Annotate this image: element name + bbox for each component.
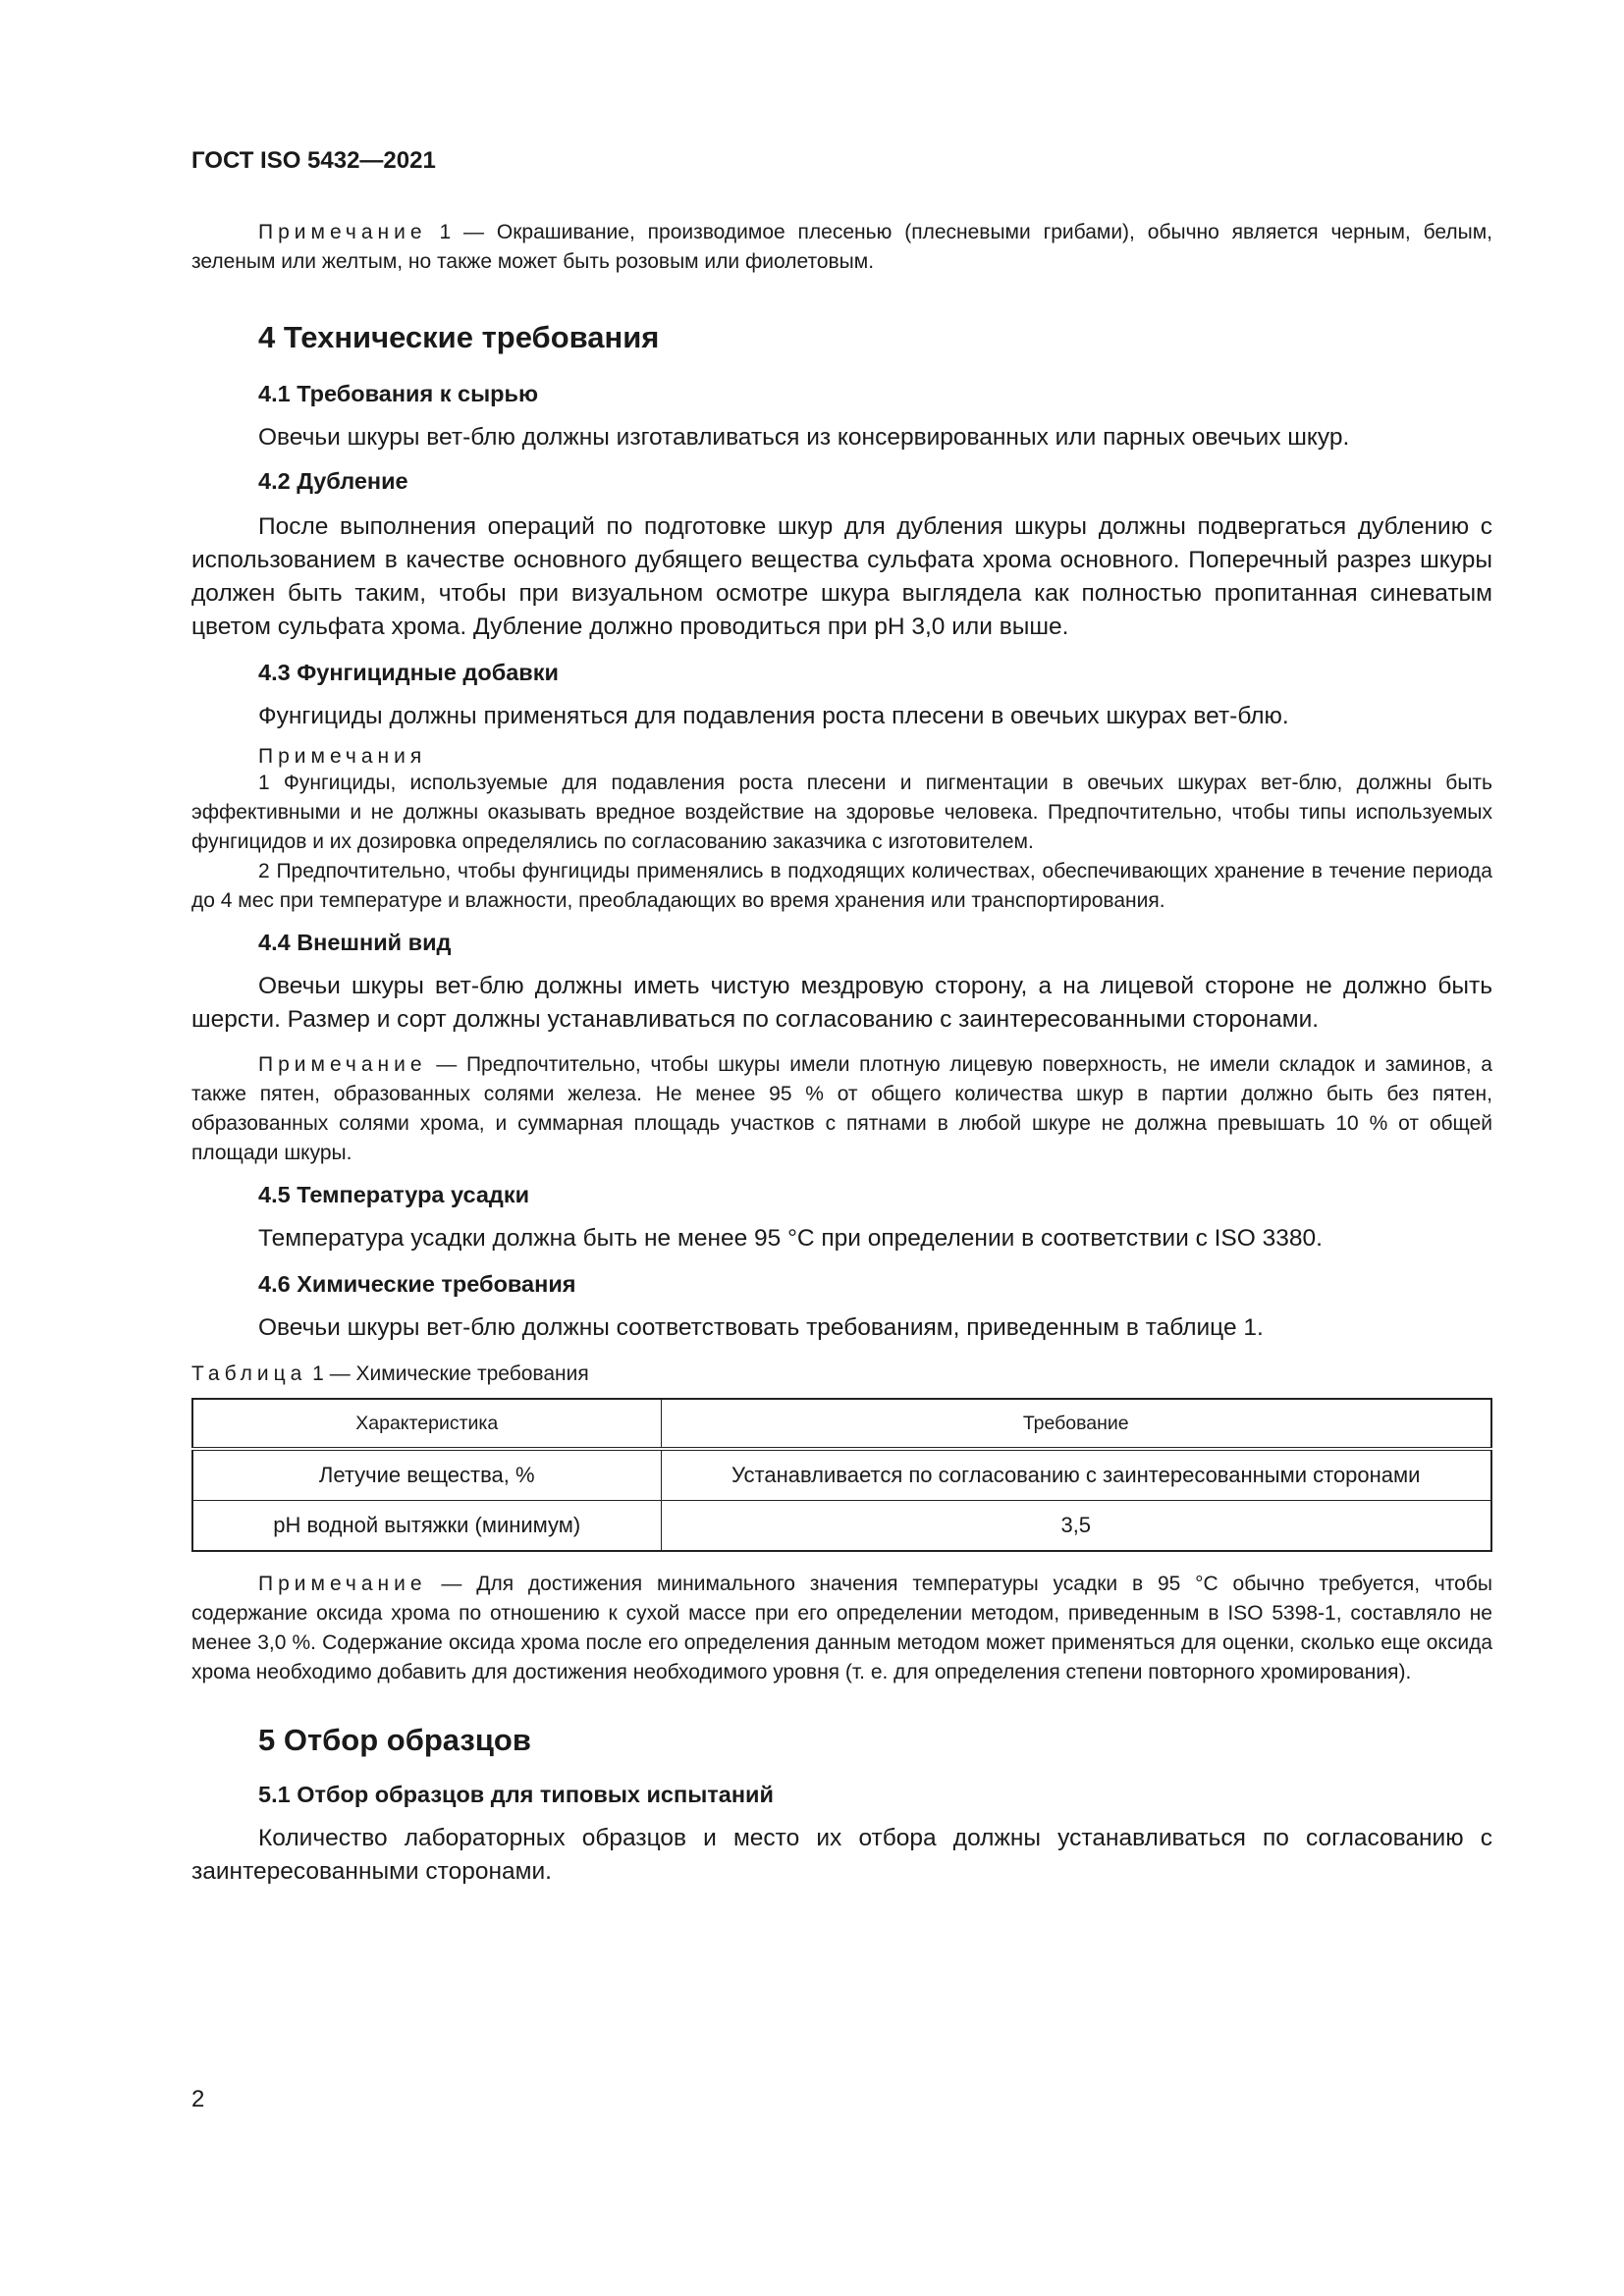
table-header-row [192, 1399, 1491, 1449]
standard-code: ГОСТ ISO 5432—2021 [191, 147, 436, 174]
section-4-6-note [191, 1570, 1492, 1687]
section-4-2-heading: 4.2 Дубление [258, 468, 408, 494]
section-4-4-text: Овечьи шкуры вет-блю должны иметь чистую мездровую сторону, а на лицевой стороне не должно быть шерсти. Размер и сорт должны устанавливаться по согласованию с заинтересованными сторонами. [191, 973, 1492, 1033]
section-4-4-note [191, 1050, 1492, 1168]
section-4-3-heading: 4.3 Фунгицидные добавки [258, 660, 559, 685]
section-4-2-text: После выполнения операций по подготовке шкур для дубления шкуры должны подвергаться дублению с использованием в качестве основного дубящего вещества сульфата хрома основного. Поперечный разрез шкуры должен быть таким, чтобы при визуальном осмотре шкура выглядела как полностью пропитанная синеватым цветом сульфата хрома. Дубление должно проводиться при рН 3,0 или выше. [191, 513, 1492, 640]
note-text: — Для достижения минимального значения температуры усадки в 95 °С обычно требуется, чтобы содержание оксида хрома по отношению к сухой массе при его определении методом, приведенным в ISO 5398-1, составляло не менее 3,0 %. Содержание оксида хрома после его определения данным методом может применяться для оценки, сколько еще оксида хрома необходимо добавить для достижения необходимого уровня (т. е. для определения степени повторного хромирования). [191, 1573, 1492, 1683]
note-text: 1 — Окрашивание, производимое плесенью (плесневыми грибами), обычно является черным, белым, зеленым или желтым, но также может быть розовым или фиолетовым. [191, 221, 1492, 273]
section-4-5-text: Температура усадки должна быть не менее 95 °С при определении в соответствии с ISO 3380. [258, 1225, 1323, 1252]
table-title: 1 — Химические требования [306, 1362, 589, 1385]
section-4-heading: 4 Технические требования [258, 320, 660, 354]
section-5-1-text: Количество лабораторных образцов и место их отбора должны устанавливаться по согласованию с заинтересованными сторонами. [191, 1825, 1492, 1885]
note-label: Примечание [258, 1053, 427, 1076]
table-cell: рН водной вытяжки (минимум) [192, 1501, 661, 1552]
page-number: 2 [191, 2086, 205, 2112]
note-label: Примечание [258, 1573, 427, 1595]
intro-note [191, 218, 1492, 277]
table-cell: Летучие вещества, % [192, 1449, 661, 1501]
chemical-requirements-table [191, 1398, 1492, 1552]
section-4-1-text: Овечьи шкуры вет-блю должны изготавливаться из консервированных или парных овечьих шкур. [258, 424, 1350, 451]
table-header-requirement: Требование [661, 1399, 1491, 1449]
section-5-heading: 5 Отбор образцов [258, 1723, 531, 1757]
table-cell: 3,5 [661, 1501, 1491, 1552]
section-4-1-heading: 4.1 Требования к сырью [258, 381, 539, 406]
notes-label: Примечания [258, 745, 427, 768]
section-4-5-heading: 4.5 Температура усадки [258, 1182, 530, 1207]
section-4-3-notes [191, 745, 1492, 916]
section-4-6-text: Овечьи шкуры вет-блю должны соответствовать требованиям, приведенным в таблице 1. [258, 1314, 1264, 1341]
table-row [192, 1501, 1491, 1552]
section-4-4-heading: 4.4 Внешний вид [258, 930, 452, 955]
section-4-6-heading: 4.6 Химические требования [258, 1271, 576, 1297]
table-label: Таблица [191, 1362, 307, 1385]
note-label: Примечание [258, 221, 427, 243]
note-1: 1 Фунгициды, используемые для подавления роста плесени и пигментации в овечьих шкурах вет-блю, должны быть эффективными и не должны оказывать вредное воздействие на здоровье человека. Предпочтительно, чтобы типы используемых фунгицидов и их дозировка определялись по согласованию заказчика с изготовителем. [191, 772, 1492, 853]
table-caption [191, 1362, 1492, 1386]
section-5-1-heading: 5.1 Отбор образцов для типовых испытаний [258, 1782, 774, 1807]
table-header-characteristic: Характеристика [192, 1399, 661, 1449]
note-2: 2 Предпочтительно, чтобы фунгициды применялись в подходящих количествах, обеспечивающих хранение в течение периода до 4 мес при температуре и влажности, преобладающих во время хранения или транспортирования. [191, 860, 1492, 912]
table-row [192, 1449, 1491, 1501]
section-4-3-text: Фунгициды должны применяться для подавления роста плесени в овечьих шкурах вет-блю. [258, 703, 1289, 729]
page-content [191, 218, 1492, 1889]
table-cell: Устанавливается по согласованию с заинтересованными сторонами [661, 1449, 1491, 1501]
note-text: — Предпочтительно, чтобы шкуры имели плотную лицевую поверхность, не имели складок и заминов, а также пятен, образованных солями железа. Не менее 95 % от общего количества шкур в партии должно быть без пятен, образованных солями хрома, и суммарная площадь участков с пятнами в любой шкуре не должна превышать 10 % от общей площади шкуры. [191, 1053, 1492, 1164]
